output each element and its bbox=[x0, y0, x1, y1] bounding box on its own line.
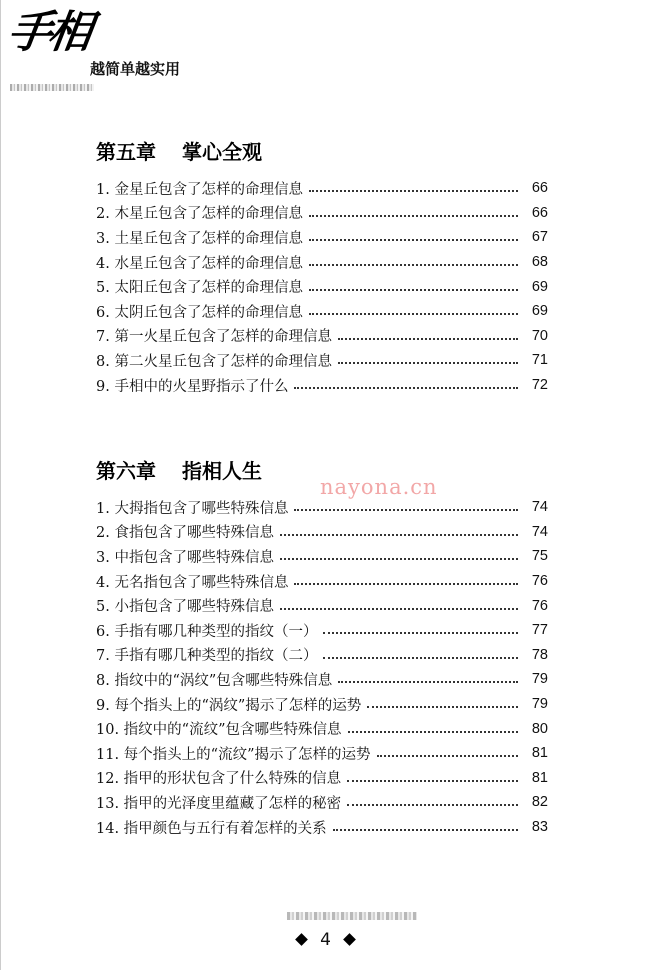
dot-leader bbox=[309, 190, 518, 192]
toc-entry-title: 10. 指纹中的“流纹”包含哪些特殊信息 bbox=[96, 722, 342, 739]
toc-entry bbox=[96, 373, 548, 398]
toc-entry bbox=[96, 569, 548, 594]
toc-entry-page: 75 bbox=[531, 548, 548, 565]
footer-decoration bbox=[287, 912, 417, 920]
dot-leader bbox=[338, 681, 518, 683]
chapter-number: 第六章 bbox=[96, 459, 156, 483]
toc-entry-page: 74 bbox=[531, 523, 548, 540]
toc-entry-title: 5. 小指包含了哪些特殊信息 bbox=[96, 599, 274, 616]
book-subtitle: 越简单越实用 bbox=[90, 60, 181, 78]
toc-entry-title: 13. 指甲的光泽度里蕴藏了怎样的秘密 bbox=[96, 795, 342, 812]
dot-leader bbox=[309, 215, 518, 217]
dot-leader bbox=[348, 731, 519, 733]
toc-entry-title: 9. 手相中的火星野指示了什么 bbox=[96, 378, 289, 395]
toc-entry-page: 78 bbox=[531, 646, 548, 663]
toc-entry bbox=[96, 324, 548, 349]
dot-leader bbox=[338, 338, 518, 340]
toc-entry-title: 4. 水星丘包含了怎样的命理信息 bbox=[96, 255, 303, 272]
page-footer bbox=[0, 930, 651, 950]
toc-entry-page: 69 bbox=[531, 278, 548, 295]
toc-entry-page: 80 bbox=[531, 720, 548, 737]
toc-entry-title: 9. 每个指头上的“涡纹”揭示了怎样的运势 bbox=[96, 697, 362, 714]
toc-entry bbox=[96, 274, 548, 299]
toc-entry-page: 70 bbox=[531, 327, 548, 344]
dot-leader bbox=[338, 362, 518, 364]
dot-leader bbox=[347, 780, 518, 782]
chapter-heading-5 bbox=[96, 136, 262, 165]
dot-leader bbox=[347, 804, 518, 806]
toc-entry-title: 11. 每个指头上的“流纹”揭示了怎样的运势 bbox=[96, 746, 371, 763]
toc-entry bbox=[96, 176, 548, 201]
toc-entry bbox=[96, 667, 548, 692]
toc-entry-title: 8. 第二火星丘包含了怎样的命理信息 bbox=[96, 353, 332, 370]
toc-entry bbox=[96, 692, 548, 717]
toc-entry-title: 3. 中指包含了哪些特殊信息 bbox=[96, 549, 274, 566]
dot-leader bbox=[323, 632, 518, 634]
toc-entry bbox=[96, 643, 548, 668]
toc-entry bbox=[96, 348, 548, 373]
toc-list-chapter-5 bbox=[96, 176, 548, 397]
toc-entry-page: 82 bbox=[531, 794, 548, 811]
toc-entry bbox=[96, 520, 548, 545]
toc-list-chapter-6 bbox=[96, 495, 548, 839]
toc-entry-title: 7. 第一火星丘包含了怎样的命理信息 bbox=[96, 329, 332, 346]
toc-entry-title: 6. 太阴丘包含了怎样的命理信息 bbox=[96, 304, 303, 321]
toc-entry-page: 66 bbox=[531, 180, 548, 197]
toc-entry-title: 5. 太阳丘包含了怎样的命理信息 bbox=[96, 280, 303, 297]
chapter-number: 第五章 bbox=[96, 140, 156, 164]
page-number: 4 bbox=[320, 930, 331, 950]
toc-entry-title: 14. 指甲颜色与五行有着怎样的关系 bbox=[96, 820, 327, 837]
toc-entry-title: 8. 指纹中的“涡纹”包含哪些特殊信息 bbox=[96, 672, 333, 689]
dot-leader bbox=[280, 608, 518, 610]
toc-entry-page: 81 bbox=[531, 745, 548, 762]
header-decoration bbox=[10, 84, 94, 91]
toc-entry bbox=[96, 741, 548, 766]
toc-entry bbox=[96, 716, 548, 741]
chapter-title: 指相人生 bbox=[182, 459, 262, 483]
toc-entry-title: 2. 木星丘包含了怎样的命理信息 bbox=[96, 206, 303, 223]
toc-entry-page: 79 bbox=[531, 696, 548, 713]
toc-entry-page: 77 bbox=[531, 622, 548, 639]
dot-leader bbox=[280, 558, 518, 560]
toc-entry bbox=[96, 299, 548, 324]
toc-entry bbox=[96, 593, 548, 618]
toc-entry-title: 4. 无名指包含了哪些特殊信息 bbox=[96, 574, 289, 591]
toc-entry-page: 81 bbox=[531, 769, 548, 786]
toc-entry-page: 69 bbox=[531, 303, 548, 320]
toc-entry bbox=[96, 790, 548, 815]
dot-leader bbox=[323, 657, 518, 659]
toc-entry-page: 71 bbox=[531, 352, 548, 369]
toc-entry-page: 74 bbox=[531, 499, 548, 516]
toc-entry-title: 1. 大拇指包含了哪些特殊信息 bbox=[96, 500, 289, 517]
chapter-title: 掌心全观 bbox=[182, 140, 262, 164]
toc-entry-title: 2. 食指包含了哪些特殊信息 bbox=[96, 525, 274, 542]
page-edge bbox=[0, 0, 1, 970]
diamond-right-icon bbox=[343, 933, 356, 946]
toc-entry-page: 68 bbox=[531, 254, 548, 271]
dot-leader bbox=[294, 387, 518, 389]
toc-entry-title: 7. 手指有哪几种类型的指纹（二） bbox=[96, 648, 318, 665]
toc-entry bbox=[96, 225, 548, 250]
dot-leader bbox=[294, 509, 518, 511]
toc-entry bbox=[96, 544, 548, 569]
dot-leader bbox=[294, 583, 518, 585]
book-logo: 手相 bbox=[4, 7, 92, 58]
toc-entry bbox=[96, 815, 548, 840]
dot-leader bbox=[309, 313, 518, 315]
toc-entry-title: 1. 金星丘包含了怎样的命理信息 bbox=[96, 181, 303, 198]
toc-entry bbox=[96, 766, 548, 791]
toc-entry-page: 67 bbox=[531, 229, 548, 246]
dot-leader bbox=[367, 706, 518, 708]
dot-leader bbox=[309, 264, 518, 266]
toc-entry bbox=[96, 250, 548, 275]
dot-leader bbox=[377, 755, 519, 757]
toc-entry-page: 66 bbox=[531, 204, 548, 221]
toc-entry-page: 72 bbox=[531, 377, 548, 394]
toc-entry-title: 12. 指甲的形状包含了什么特殊的信息 bbox=[96, 771, 342, 788]
dot-leader bbox=[309, 239, 518, 241]
toc-entry bbox=[96, 201, 548, 226]
diamond-left-icon bbox=[295, 933, 308, 946]
toc-entry-page: 83 bbox=[531, 819, 548, 836]
book-header bbox=[4, 7, 308, 98]
dot-leader bbox=[309, 289, 518, 291]
toc-entry bbox=[96, 618, 548, 643]
toc-entry-page: 76 bbox=[531, 597, 548, 614]
toc-entry-page: 79 bbox=[531, 671, 548, 688]
toc-entry-title: 3. 土星丘包含了怎样的命理信息 bbox=[96, 230, 303, 247]
dot-leader bbox=[333, 829, 518, 831]
watermark: nayona.cn bbox=[320, 475, 438, 499]
toc-entry-title: 6. 手指有哪几种类型的指纹（一） bbox=[96, 623, 318, 640]
toc-entry-page: 76 bbox=[531, 573, 548, 590]
chapter-heading-6 bbox=[96, 455, 262, 484]
dot-leader bbox=[280, 534, 518, 536]
